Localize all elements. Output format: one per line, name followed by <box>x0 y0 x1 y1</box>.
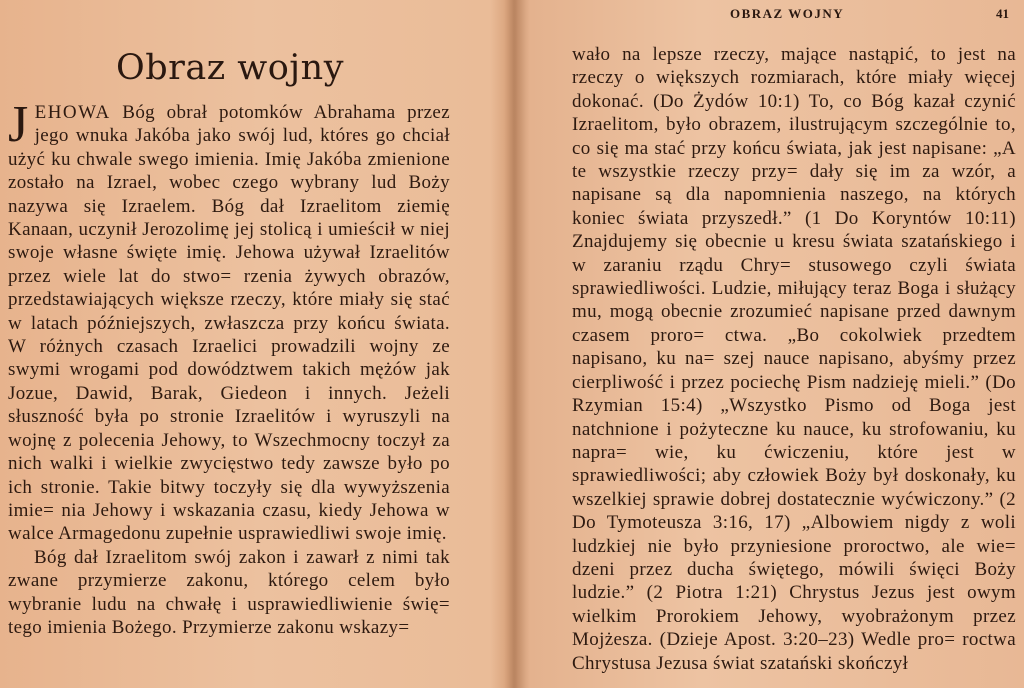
paragraph <box>8 96 450 546</box>
paragraph: wało na lepsze rzeczy, mające nastąpić, to jest na rzeczy o większych rozmiarach, które miały więcej dokonać. (Do Żydów 10:1) To, co Bóg kazał czynić Izraelitom, było obrazem, ilustrującym szczególnie to, co się ma stać przy końcu świata, jak jest napisane: „A te wszystkie rzeczy przy= dały się im za wzór, a napisane są dla napomnienia naszego, na których koniec świata przyszedł.” (1 Do Koryntów 10:11) Znajdujemy się obecnie u kresu świata szatańskiego i w zaraniu rządu Chry= stusowego czyli świata sprawiedliwości. Ludzie, miłujący teraz Boga i służący mu, mogą obecnie zrozumieć napisane przed dawnym czasem proro= ctwa. „Bo cokolwiek przedtem napisano, ku na= szej nauce napisano, abyśmy przez cierpliwość i przez pociechę Pism nadzieję mieli.” (Do Rzymian 15:4) „Wszystko Pismo od Boga jest natchnione i pożyteczne ku nauce, ku strofowaniu, ku napra= wie, ku ćwiczeniu, które jest w sprawiedliwości; aby człowiek Boży był doskonały, ku wszelkiej sprawie dobrej dostatecznie wyćwiczony.” (2 Do Tymoteusza 3:16, 17) „Albowiem nigdy z woli ludzkiej nie było przyniesione proroctwo, ale wie= dzeni przez ducha świętego, mówili święci Boży ludzie.” (2 Piotra 1:21) Chrystus Jezus jest owym wielkim Prorokiem Jehowy, wyobrażonym przez Mojżesza. (Dzieje Apost. 3:20–23) Wedle pro= roctwa Chrystusa Jezusa świat szatański skończył <box>572 44 1016 674</box>
paragraph: Bóg dał Izraelitom swój zakon i zawarł z nimi tak zwane przymierze zakonu, którego celem było wybranie ludu na chwałę i usprawiedliwienie świę= tego imienia Bożego. Przymierze zakonu wskazy= <box>8 546 450 638</box>
book-gutter <box>504 0 526 688</box>
running-head: OBRAZ WOJNY <box>730 6 845 21</box>
chapter-title: Obraz wojny <box>116 48 344 88</box>
paragraph-text: Bóg obrał potomków Abrahama przez jego wnuka Jakóba jako swój lud, któres go chciał użyć ku chwale swego imienia. Imię Jakóba zmienione zostało na Izrael, wobec czego wybrany lud Boży nazywa się Izraelem. Bóg dał Izraelitom ziemię Kanaan, uczynił Jerozolimę jej stolicą i umieścił w niej swoje własne święte imię. Jehowa używał Izraelitów przez wiele lat do stwo= rzenia żywych obrazów, przedstawiających większe rzeczy, które miały się stać w latach późniejszych, zwłaszcza przy końcu świata. W różnych czasach Izraelici prowadzili wojny ze swymi wrogami pod dowództwem takich mężów jak Jozue, Dawid, Barak, Giedeon i innych. Jeżeli słuszność była po stronie Izraelitów i wyruszyli na wojnę z polecenia Jehowy, to Wszechmocny toczył za nich walki i wielkie zwycięstwo tedy zawsze było po ich stronie. Takie bitwy toczyły się dla wywyższenia imie= nia Jehowy i wskazania czasu, kiedy Jehowa w walce Armagedonu zupełnie usprawiedliwi swoje imię. <box>8 102 450 545</box>
left-page <box>0 0 504 688</box>
page-number: 41 <box>996 6 1009 21</box>
first-word: EHOWA <box>34 102 111 123</box>
right-page-body <box>572 43 1016 675</box>
drop-cap: J <box>8 96 29 153</box>
right-page <box>526 0 1024 688</box>
left-page-body <box>8 96 450 639</box>
